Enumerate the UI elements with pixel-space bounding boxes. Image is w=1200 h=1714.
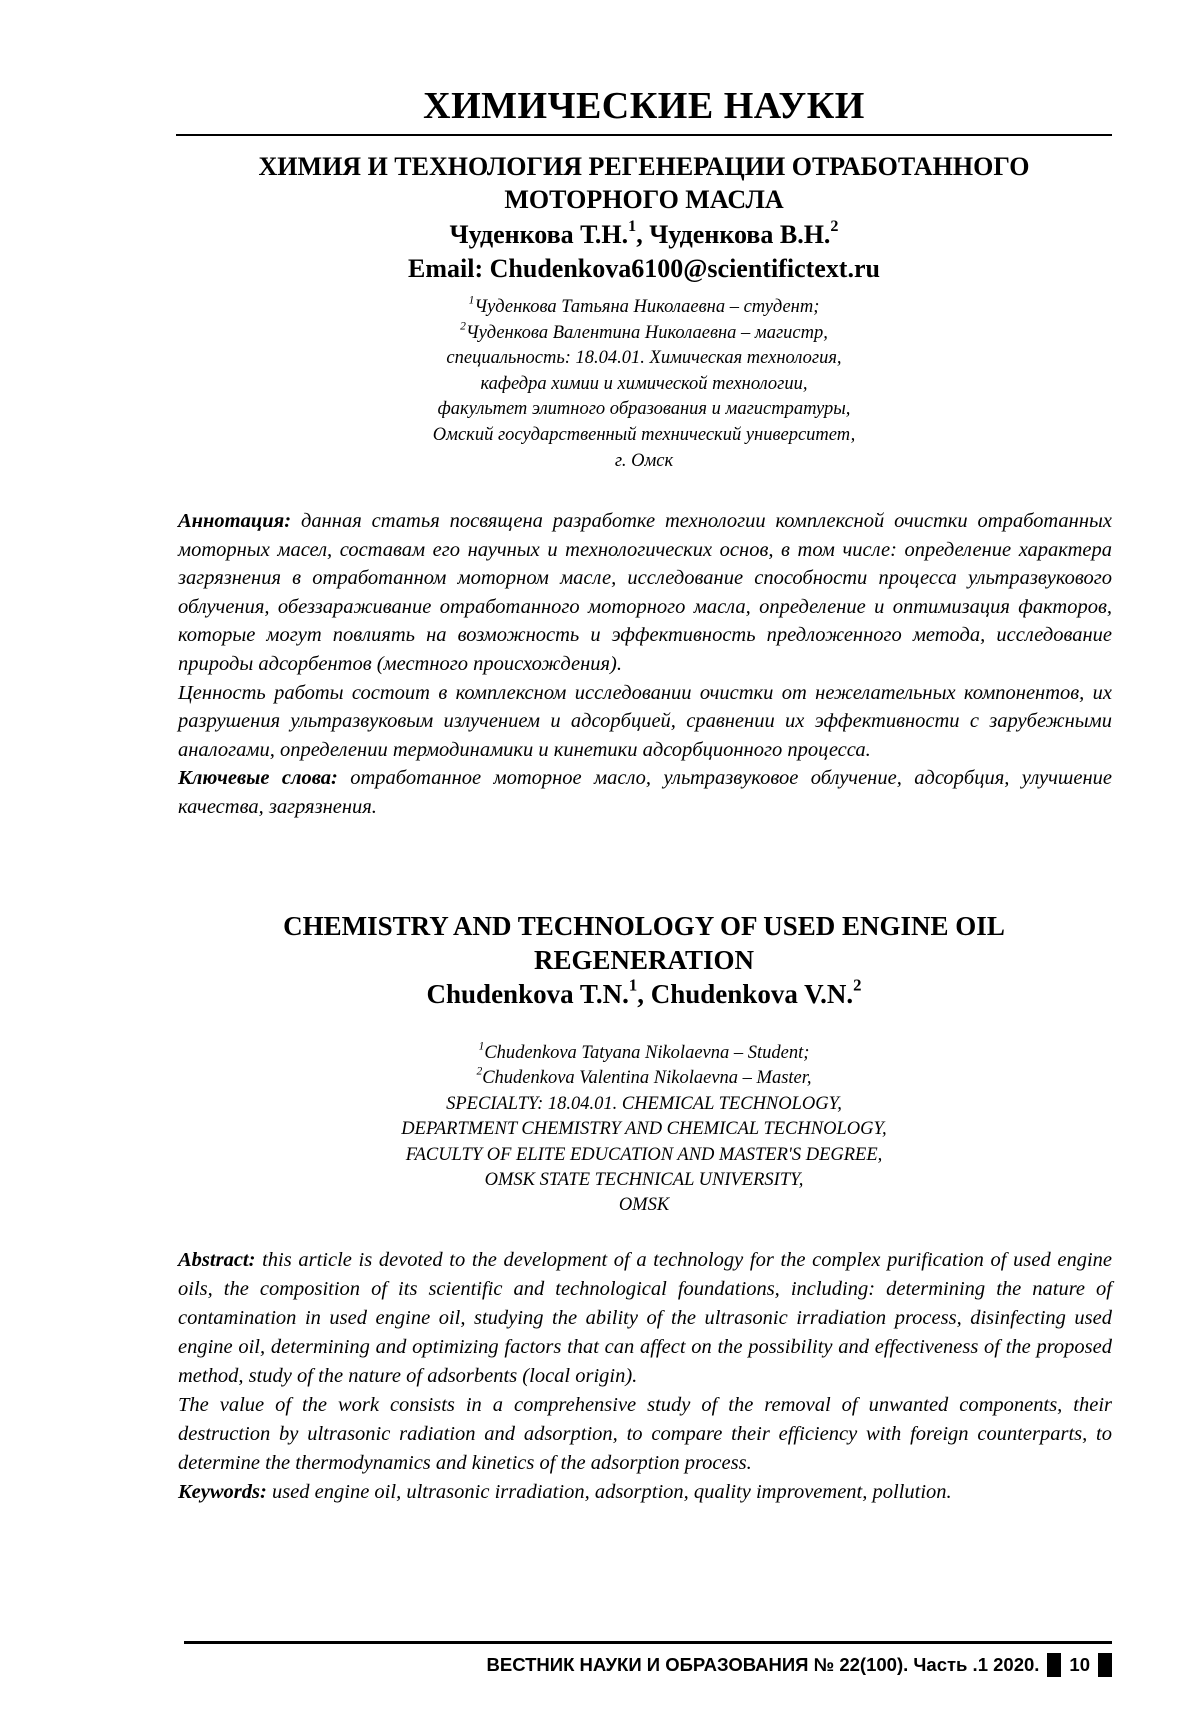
section-title: ХИМИЧЕСКИЕ НАУКИ — [178, 84, 1110, 128]
footer-bar-left — [1047, 1653, 1061, 1677]
en-affiliation-line: SPECIALTY: 18.04.01. CHEMICAL TECHNOLOGY, — [176, 1092, 1112, 1117]
ru-keywords-paragraph — [178, 764, 1112, 821]
en-abstract — [178, 1246, 1112, 1507]
header-divider — [176, 134, 1112, 136]
en-keywords-text: used engine oil, ultrasonic irradiation, adsorption, quality improvement, pollution. — [272, 1481, 952, 1503]
ru-author-separator: , — [636, 220, 643, 249]
en-author-2-mark: 2 — [853, 975, 861, 994]
ru-affiliation-line: факультет элитного образования и магистратуры, — [176, 397, 1112, 423]
en-author-separator: , — [637, 979, 644, 1009]
en-abstract-paragraph — [178, 1246, 1112, 1391]
ru-affil-mark-1: 1 — [469, 294, 475, 306]
ru-affiliation-line: 2Чуденкова Валентина Николаевна – магистр, — [176, 321, 1112, 347]
ru-author-2: Чуденкова В.Н. — [649, 220, 830, 249]
ru-abstract-paragraph — [178, 507, 1112, 679]
ru-affil-mark-2: 2 — [460, 320, 466, 332]
en-affiliation — [176, 1041, 1112, 1219]
ru-title-line-1: ХИМИЯ И ТЕХНОЛОГИЯ РЕГЕНЕРАЦИИ ОТРАБОТАННОГО — [176, 150, 1112, 183]
en-title-line-2: REGENERATION — [176, 943, 1112, 977]
en-author-1-mark: 1 — [629, 975, 637, 994]
en-author-2: Chudenkova V.N. — [651, 979, 853, 1009]
en-article-title — [176, 909, 1112, 977]
ru-article-title — [176, 150, 1112, 216]
ru-affiliation — [176, 295, 1112, 474]
en-affiliation-line: 2Chudenkova Valentina Nikolaevna – Master, — [176, 1066, 1112, 1091]
en-affil-mark-1: 1 — [479, 1040, 485, 1052]
ru-author-1-mark: 1 — [628, 218, 636, 235]
page-footer — [487, 1650, 1112, 1680]
en-value-paragraph: The value of the work consists in a comprehensive study of the removal of unwanted components, their destruction by ultrasonic radiation and adsorption, to compare their efficiency with foreign counterparts, to determine the thermodynamics and kinetics of the adsorption process. — [178, 1391, 1112, 1478]
ru-affiliation-line: г. Омск — [176, 449, 1112, 475]
footer-bar-right — [1098, 1653, 1112, 1677]
en-keywords-paragraph — [178, 1478, 1112, 1507]
en-abstract-text: this article is devoted to the development of a technology for the complex purification of used engine oils, the composition of its scientific and technological foundations, including: determining the nature of contamination in used engine oil, studying the ability of the ultrasonic irradiation process, disinfecting used engine oil, determining and optimizing factors that can affect on the possibility and effectiveness of the proposed method, study of the nature of adsorbents (local origin). — [178, 1249, 1112, 1387]
ru-author-2-mark: 2 — [830, 218, 838, 235]
en-affil-mark-2: 2 — [476, 1066, 482, 1078]
ru-abstract-text: данная статья посвящена разработке технологии комплексной очистки отработанных моторных масел, составам его научных и технологических основ, в том числе: определение характера загрязнения в отработанном моторном масле, исследование способности процесса ультразвукового облучения, обеззараживание отработанного моторного масла, определение и оптимизация факторов, которые могут повлиять на возможность и эффективность предложенного метода, исследование природы адсорбентов (местного происхождения). — [178, 510, 1112, 675]
en-affiliation-line: FACULTY OF ELITE EDUCATION AND MASTER'S DEGREE, — [176, 1143, 1112, 1168]
footer-divider — [184, 1641, 1112, 1644]
en-affiliation-line: OMSK STATE TECHNICAL UNIVERSITY, — [176, 1168, 1112, 1193]
ru-abstract-label: Аннотация: — [178, 510, 291, 532]
ru-affiliation-line: специальность: 18.04.01. Химическая технология, — [176, 346, 1112, 372]
ru-authors — [176, 218, 1112, 251]
en-affiliation-line: DEPARTMENT CHEMISTRY AND CHEMICAL TECHNOLOGY, — [176, 1117, 1112, 1142]
ru-title-line-2: МОТОРНОГО МАСЛА — [176, 183, 1112, 216]
ru-keywords-text: отработанное моторное масло, ультразвуковое облучение, адсорбция, улучшение качества, загрязнения. — [178, 767, 1112, 818]
ru-email: Email: Chudenkova6100@scientifictext.ru — [176, 252, 1112, 285]
ru-affiliation-line: 1Чуденкова Татьяна Николаевна – студент; — [176, 295, 1112, 321]
en-title-line-1: CHEMISTRY AND TECHNOLOGY OF USED ENGINE OIL — [176, 909, 1112, 943]
ru-author-1: Чуденкова Т.Н. — [450, 220, 629, 249]
en-affiliation-line: OMSK — [176, 1193, 1112, 1218]
page-number: 10 — [1069, 1654, 1090, 1676]
en-authors — [176, 977, 1112, 1011]
en-abstract-label: Abstract: — [178, 1249, 255, 1271]
ru-affiliation-line: кафедра химии и химической технологии, — [176, 372, 1112, 398]
journal-page — [0, 0, 1200, 1714]
ru-affiliation-line: Омский государственный технический университет, — [176, 423, 1112, 449]
ru-keywords-label: Ключевые слова: — [178, 767, 338, 789]
en-affiliation-line: 1Chudenkova Tatyana Nikolaevna – Student; — [176, 1041, 1112, 1066]
ru-value-paragraph: Ценность работы состоит в комплексном исследовании очистки от нежелательных компонентов, их разрушения ультразвуковым излучением и адсорбцией, сравнении их эффективности с зарубежными аналогами, определении термодинамики и кинетики адсорбционного процесса. — [178, 679, 1112, 765]
en-author-1: Chudenkova T.N. — [427, 979, 629, 1009]
journal-reference: ВЕСТНИК НАУКИ И ОБРАЗОВАНИЯ № 22(100). Часть .1 2020. — [487, 1654, 1040, 1676]
en-keywords-label: Keywords: — [178, 1481, 267, 1503]
ru-abstract — [178, 507, 1112, 822]
